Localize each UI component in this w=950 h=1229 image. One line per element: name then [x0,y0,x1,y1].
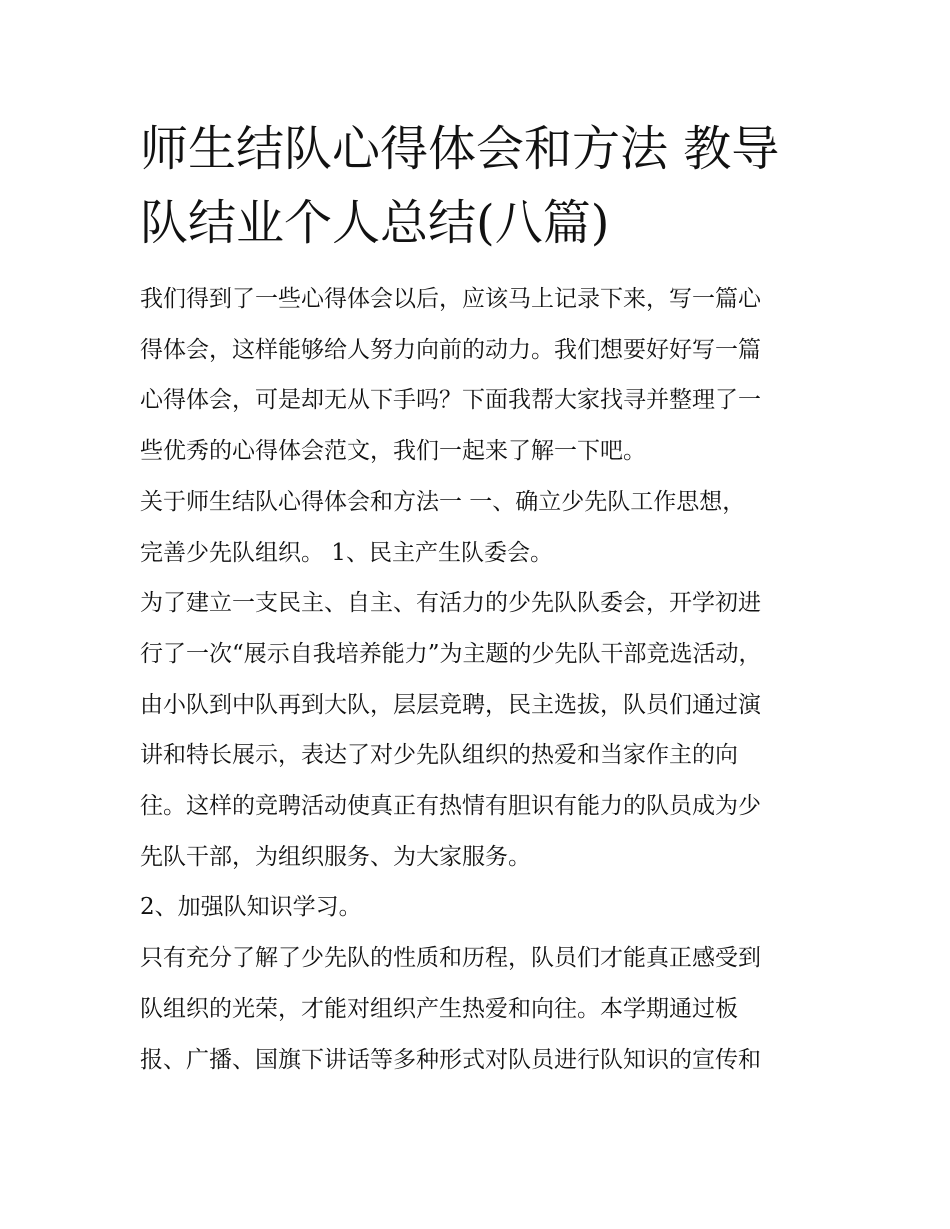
body-paragraph [140,933,820,1085]
title-line: 师生结队心得体会和方法 教导 [140,121,780,177]
text-line: 关于师生结队心得体会和方法一 一、确立少先队工作思想， [140,488,746,515]
text-line: 得体会，这样能够给人努力向前的动力。我们想要好好写一篇 [140,336,761,363]
text-line: 2、加强队知识学习。 [140,894,362,921]
text-line: 完善少先队组织。 1、民主产生队委会。 [140,539,553,566]
text-line: 往。这样的竞聘活动使真正有热情有胆识有能力的队员成为少 [140,793,761,820]
body-paragraph [140,578,820,882]
text-line: 队组织的光荣，才能对组织产生热爱和向往。本学期通过板 [140,995,738,1022]
section-heading-paragraph [140,477,820,578]
text-line: 讲和特长展示，表达了对少先队组织的热爱和当家作主的向 [140,742,738,769]
title-line: 队结业个人总结(八篇) [140,195,610,251]
text-line: 只有充分了解了少先队的性质和历程，队员们才能真正感受到 [140,945,761,972]
text-line: 心得体会，可是却无从下手吗？下面我帮大家找寻并整理了一 [140,387,761,414]
text-line: 些优秀的心得体会范文，我们一起来了解一下吧。 [140,438,646,465]
intro-paragraph [140,274,820,477]
document-title [140,112,820,260]
text-line: 先队干部，为组织服务、为大家服务。 [140,843,531,870]
text-line: 我们得到了一些心得体会以后，应该马上记录下来，写一篇心 [140,286,761,312]
text-line: 行了一次“展示自我培养能力”为主题的少先队干部竞选活动， [140,640,762,667]
text-line: 为了建立一支民主、自主、有活力的少先队队委会，开学初进 [140,590,761,617]
text-line: 报、广播、国旗下讲话等多种形式对队员进行队知识的宣传和 [140,1046,761,1073]
subheading-paragraph [140,882,820,933]
document-body [140,112,820,1085]
text-line: 由小队到中队再到大队，层层竞聘，民主选拔，队员们通过演 [140,691,761,718]
